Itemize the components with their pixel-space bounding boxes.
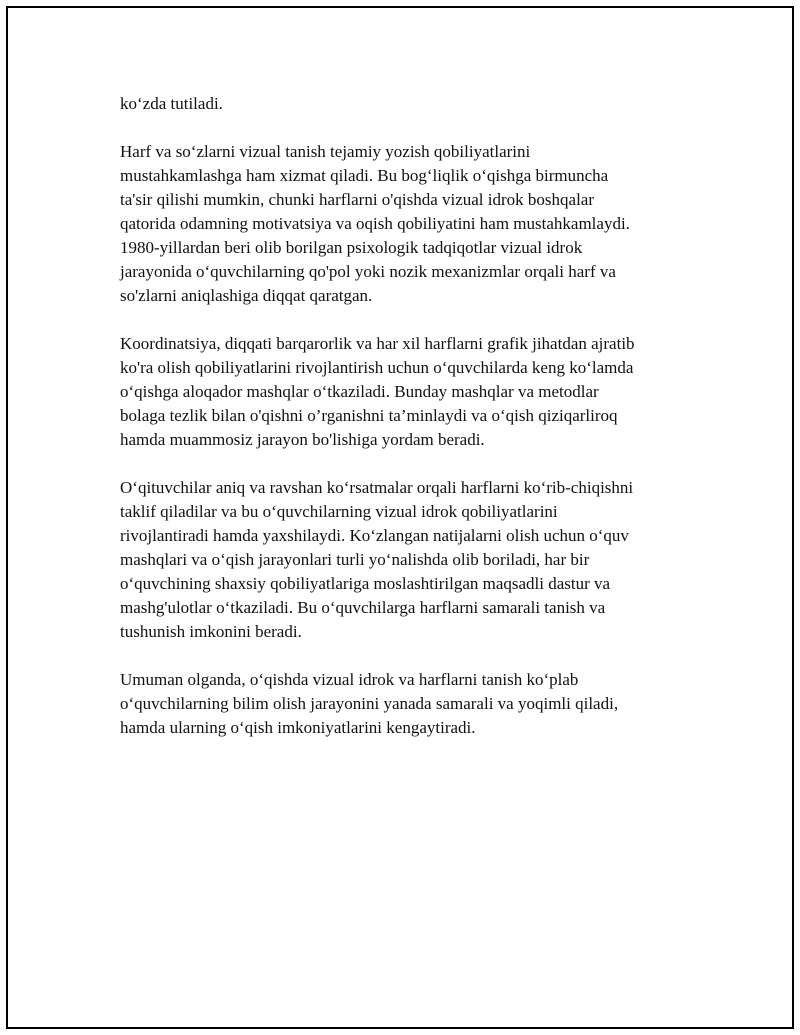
document-page [6,6,794,1029]
text-line: so'zlarni aniqlashiga diqqat qaratgan. [120,286,373,305]
text-line: Koordinatsiya, diqqati barqarorlik va har xil harflarni grafik jihatdan ajratib [120,334,635,353]
text-line: jarayonida o‘quvchilarning qo'pol yoki nozik mexanizmlar orqali harf va [120,262,616,281]
text-line: O‘qituvchilar aniq va ravshan ko‘rsatmalar orqali harflarni ko‘rib-chiqishni [120,478,634,497]
text-line: o‘quvchilarning bilim olish jarayonini yanada samarali va yoqimli qiladi, [120,694,619,713]
paragraph-2 [120,140,680,308]
text-line: Umuman olganda, o‘qishda vizual idrok va harflarni tanish ko‘plab [120,670,579,689]
text-line: mashg'ulotlar o‘tkaziladi. Bu o‘quvchilarga harflarni samarali tanish va [120,598,606,617]
text-line: taklif qiladilar va bu o‘quvchilarning vizual idrok qobiliyatlarini [120,502,558,521]
text-line: ta'sir qilishi mumkin, chunki harflarni o'qishda vizual idrok boshqalar [120,190,595,209]
text-line: Harf va so‘zlarni vizual tanish tejamiy yozish qobiliyatlarini [120,142,531,161]
text-line: rivojlantiradi hamda yaxshilaydi. Ko‘zlangan natijalarni olish uchun o‘quv [120,526,629,545]
paragraph-5 [120,668,680,740]
text-line: hamda ularning o‘qish imkoniyatlarini kengaytiradi. [120,718,476,737]
text-line: 1980-yillardan beri olib borilgan psixologik tadqiqotlar vizual idrok [120,238,583,257]
text-line: mustahkamlashga ham xizmat qiladi. Bu bog‘liqlik o‘qishga birmuncha [120,166,609,185]
text-line: o‘qishga aloqador mashqlar o‘tkaziladi. Bunday mashqlar va metodlar [120,382,599,401]
text-line: o‘quvchining shaxsiy qobiliyatlariga moslashtirilgan maqsadli dastur va [120,574,611,593]
text-line: tushunish imkonini beradi. [120,622,302,641]
text-line: ko‘zda tutiladi. [120,94,223,113]
document-body [120,92,680,764]
text-line: mashqlari va o‘qish jarayonlari turli yo‘nalishda olib boriladi, har bir [120,550,590,569]
paragraph-3 [120,332,680,452]
paragraph-1 [120,92,680,116]
text-line: ko'ra olish qobiliyatlarini rivojlantirish uchun o‘quvchilarda keng ko‘lamda [120,358,634,377]
text-line: bolaga tezlik bilan o'qishni o’rganishni ta’minlaydi va o‘qish qiziqarliroq [120,406,618,425]
text-line: hamda muammosiz jarayon bo'lishiga yordam beradi. [120,430,485,449]
paragraph-4 [120,476,680,644]
text-line: qatorida odamning motivatsiya va oqish qobiliyatini ham mustahkamlaydi. [120,214,630,233]
